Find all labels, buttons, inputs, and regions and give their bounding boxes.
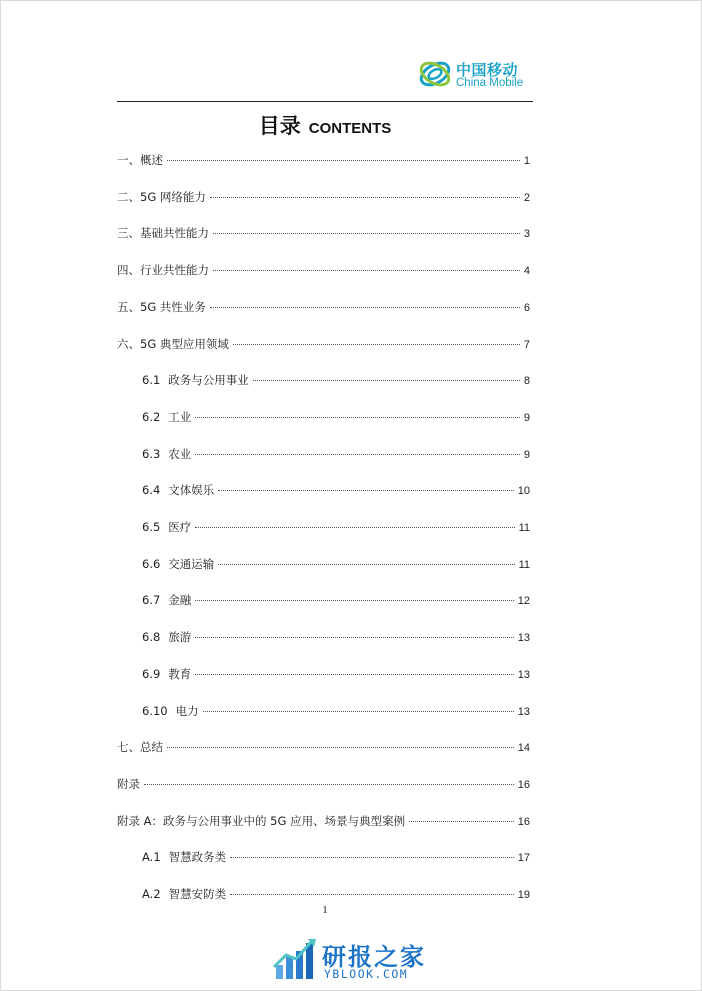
toc-entry-label: 基础共性能力 xyxy=(140,226,209,241)
toc-dot-leader xyxy=(195,637,513,638)
toc-entry-page: 6 xyxy=(523,301,530,314)
toc-entry-number: 四、 xyxy=(117,263,140,278)
toc-entry[interactable] xyxy=(142,886,530,904)
toc-entry-number: 6.5 xyxy=(142,520,161,534)
toc-entry-page: 9 xyxy=(523,448,530,461)
toc-dot-leader xyxy=(144,784,514,785)
toc-dot-leader xyxy=(230,894,514,895)
toc-dot-leader xyxy=(233,344,520,345)
toc-dot-leader xyxy=(195,600,513,601)
toc-entry-page: 9 xyxy=(523,411,530,424)
toc-entry-page: 4 xyxy=(523,265,530,278)
toc-entry-label: 行业共性能力 xyxy=(140,263,209,278)
toc-dot-leader xyxy=(195,674,513,675)
toc-entry-label: 教育 xyxy=(168,666,192,681)
toc-entry-number: 6.10 xyxy=(142,703,168,718)
toc-dot-leader xyxy=(167,747,514,748)
toc-entry-page: 13 xyxy=(517,668,530,681)
toc-entry-page: 12 xyxy=(517,595,530,608)
watermark-chinese-text: 研报之家 xyxy=(322,943,426,971)
toc-entry-label: 附录 xyxy=(117,776,140,791)
toc-entry-page: 11 xyxy=(518,522,530,534)
bar-chart-logo-icon xyxy=(272,937,318,981)
toc-entry[interactable] xyxy=(117,225,530,243)
toc-entry-label: 智慧安防类 xyxy=(168,887,227,901)
toc-entry-label: 医疗 xyxy=(168,520,192,534)
toc-entry-page: 16 xyxy=(517,815,530,828)
toc-entry-label: 概述 xyxy=(140,153,163,167)
toc-entry[interactable] xyxy=(142,666,530,684)
toc-dot-leader xyxy=(409,821,514,822)
toc-entry[interactable] xyxy=(142,409,530,427)
toc-entry[interactable] xyxy=(117,189,530,207)
china-mobile-logo-icon xyxy=(418,58,452,90)
toc-entry[interactable] xyxy=(142,629,530,647)
watermark xyxy=(272,937,442,983)
toc-entry-label: 金融 xyxy=(168,593,192,608)
toc-dot-leader xyxy=(195,454,520,455)
toc-dot-leader xyxy=(203,711,514,712)
toc-entry[interactable] xyxy=(142,556,530,574)
toc-entry[interactable] xyxy=(117,336,530,354)
toc-entry-number: 六、 xyxy=(117,336,140,351)
toc-entry[interactable] xyxy=(142,519,530,537)
toc-entry-number: 一、 xyxy=(117,153,140,167)
toc-entry-page: 2 xyxy=(523,191,530,204)
toc-entry-label: 工业 xyxy=(168,409,192,424)
toc-entry[interactable] xyxy=(117,813,530,831)
toc-entry-page: 14 xyxy=(517,742,530,755)
toc-dot-leader xyxy=(213,233,520,234)
logo-english-text: China Mobile xyxy=(456,77,524,89)
toc-dot-leader xyxy=(218,564,514,565)
watermark-english-text: YBLOOK.COM xyxy=(324,967,409,981)
toc-dot-leader xyxy=(195,527,514,528)
toc-entry-page: 1 xyxy=(523,155,530,167)
toc-entry-number: 6.7 xyxy=(142,593,161,608)
toc-entry[interactable] xyxy=(142,849,530,867)
toc-dot-leader xyxy=(253,380,520,381)
toc-entry-label: 智慧政务类 xyxy=(168,850,227,865)
toc-entry-number: A.2 xyxy=(142,887,161,901)
toc-entry-label: 交通运输 xyxy=(168,556,215,571)
toc-title xyxy=(0,110,650,140)
toc-entry-number: 6.3 xyxy=(142,446,161,461)
toc-entry-number: 二、 xyxy=(117,189,140,204)
toc-entry-page: 13 xyxy=(517,632,530,645)
toc-entry-label: 5G 共性业务 xyxy=(140,299,206,314)
toc-entry-page: 8 xyxy=(523,375,530,388)
toc-entry-number: 6.8 xyxy=(142,630,161,645)
toc-entry-label: 旅游 xyxy=(168,630,192,645)
toc-entry-number: 七、 xyxy=(117,740,140,755)
toc-entry-number: 6.9 xyxy=(142,666,161,681)
toc-entry-page: 19 xyxy=(517,889,530,901)
toc-entry-number: 附录 A： xyxy=(117,813,164,828)
toc-dot-leader xyxy=(210,307,520,308)
page-number: 1 xyxy=(322,904,328,916)
toc-entry[interactable] xyxy=(117,152,530,170)
toc-entry-number: 三、 xyxy=(117,226,140,241)
china-mobile-logo xyxy=(418,56,538,96)
toc-entry-number: 6.4 xyxy=(142,483,161,498)
toc-entry[interactable] xyxy=(142,703,530,721)
toc-entry-page: 16 xyxy=(517,778,530,791)
toc-entry[interactable] xyxy=(142,446,530,464)
toc-entry-label: 电力 xyxy=(175,703,199,718)
toc-entry-label: 总结 xyxy=(140,740,163,755)
toc-entry-page: 3 xyxy=(523,228,530,241)
logo-chinese-text: 中国移动 xyxy=(456,61,519,79)
toc-entry-label: 5G 典型应用领域 xyxy=(140,336,229,351)
toc-dot-leader xyxy=(195,417,520,418)
toc-entry-page: 13 xyxy=(517,705,530,718)
toc-dot-leader xyxy=(210,197,520,198)
toc-entry-number: 6.1 xyxy=(142,373,161,388)
toc-entry[interactable] xyxy=(117,299,530,317)
header-rule xyxy=(117,101,533,102)
toc-entry-page: 10 xyxy=(517,485,530,498)
toc-entry-label: 文体娱乐 xyxy=(168,483,215,498)
toc-entry-label: 政务与公用事业中的 5G 应用、场景与典型案例 xyxy=(163,813,406,828)
toc-entry-page: 17 xyxy=(517,852,530,865)
toc-entry[interactable] xyxy=(117,776,530,794)
toc-entry[interactable] xyxy=(117,739,530,757)
toc-dot-leader xyxy=(230,857,514,858)
toc-entry-label: 农业 xyxy=(168,446,192,461)
toc-entry-number: A.1 xyxy=(142,850,161,865)
toc-entry-number: 6.6 xyxy=(142,556,161,571)
toc-entry[interactable] xyxy=(117,262,530,280)
toc-entry-number: 五、 xyxy=(117,299,140,314)
toc-entry[interactable] xyxy=(142,372,530,390)
toc-entry-label: 政务与公用事业 xyxy=(168,373,249,388)
toc-entry-number: 6.2 xyxy=(142,409,161,424)
toc-entry[interactable] xyxy=(142,592,530,610)
toc-title-en: CONTENTS xyxy=(308,120,392,137)
toc-entry-page: 7 xyxy=(523,338,530,351)
toc-dot-leader xyxy=(218,490,513,491)
toc-entry-label: 5G 网络能力 xyxy=(140,189,206,204)
toc-title-cn: 目录 xyxy=(258,114,301,138)
toc-entry[interactable] xyxy=(142,482,530,500)
toc-dot-leader xyxy=(213,270,520,271)
toc-dot-leader xyxy=(167,160,520,161)
toc-entry-page: 11 xyxy=(518,558,530,571)
